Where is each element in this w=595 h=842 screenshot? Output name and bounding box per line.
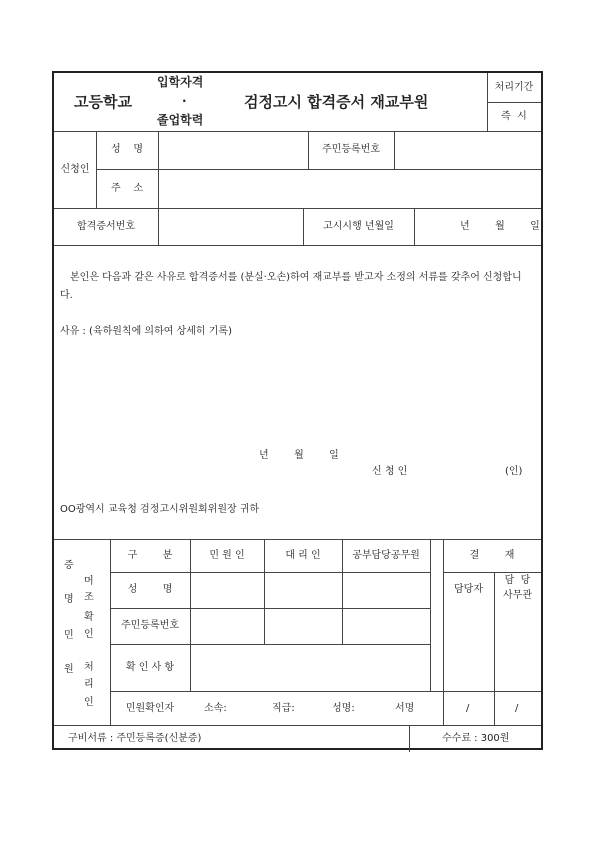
divider bbox=[430, 539, 431, 691]
agent-header: 대 리 인 bbox=[285, 550, 321, 561]
applicant-section-label: 신청인 bbox=[60, 164, 90, 175]
row-check-label: 확 인 사 항 bbox=[125, 662, 175, 673]
divider bbox=[54, 131, 541, 132]
exam-date-label: 고시시행 년월일 bbox=[323, 221, 394, 232]
divider bbox=[409, 725, 410, 752]
processing-period-value: 즉 시 bbox=[501, 111, 527, 122]
application-form bbox=[52, 71, 543, 750]
form-title-left: 고등학교 bbox=[74, 93, 132, 111]
addressee: OO광역시 교육청 검정고시위원회위원장 귀하 bbox=[60, 504, 260, 515]
fee: 수수료 : 300원 bbox=[442, 733, 510, 744]
affiliation-label: 소속: bbox=[204, 703, 227, 714]
divider bbox=[110, 644, 430, 645]
divider bbox=[96, 169, 541, 170]
official-header: 공부담당공무원 bbox=[352, 550, 420, 561]
divider bbox=[443, 572, 541, 573]
form-title-right: 검정고시 합격증서 재교부원 bbox=[244, 93, 429, 111]
address-label: 주 소 bbox=[110, 183, 144, 194]
certificate-number-label: 합격증서번호 bbox=[77, 221, 135, 232]
side-label-2: 명 bbox=[64, 594, 74, 605]
form-title-dot: · bbox=[182, 94, 187, 108]
row-name-label: 성 명 bbox=[127, 584, 173, 595]
side-label-1: 증 bbox=[64, 560, 74, 571]
exam-date-field[interactable]: 년 월 일 bbox=[460, 221, 540, 232]
side-label-10: 리 bbox=[84, 679, 94, 690]
approval-header: 결 재 bbox=[469, 550, 515, 561]
approval-manager-label-1: 담 당 bbox=[504, 575, 531, 586]
row-checker-label: 민원확인자 bbox=[125, 703, 175, 714]
processing-period-label: 처리기간 bbox=[494, 82, 534, 93]
petitioner-header: 민 원 인 bbox=[209, 550, 245, 561]
name-label: 성 명 bbox=[110, 144, 144, 155]
signature-label: 서명 bbox=[395, 703, 415, 714]
divider bbox=[110, 691, 541, 692]
side-label-6: 조 bbox=[84, 592, 94, 603]
divider bbox=[443, 539, 444, 725]
side-label-3: 민 bbox=[64, 630, 74, 641]
divider bbox=[96, 131, 97, 208]
side-label-5: 머 bbox=[84, 576, 94, 587]
divider bbox=[414, 208, 415, 245]
required-documents: 구비서류 : 주민등록증(신분증) bbox=[68, 733, 202, 744]
category-header: 구 분 bbox=[127, 550, 173, 561]
divider bbox=[110, 539, 111, 725]
divider bbox=[394, 131, 395, 169]
row-id-label: 주민등록번호 bbox=[121, 620, 179, 631]
statement-body: 본인은 다음과 같은 사유로 합격증서를 (분실·오손)하여 재교부를 받고자 소정의 서류를 갖추어 신청합니다. bbox=[60, 272, 522, 301]
side-label-4: 원 bbox=[64, 664, 74, 675]
approval-slash-1: / bbox=[466, 703, 470, 714]
divider bbox=[110, 572, 430, 573]
approval-manager-label-2: 사무관 bbox=[503, 590, 532, 601]
divider bbox=[110, 608, 430, 609]
form-title-top: 입학자격 bbox=[157, 75, 204, 89]
side-label-11: 인 bbox=[84, 697, 94, 708]
divider bbox=[54, 725, 541, 726]
side-label-8: 인 bbox=[84, 629, 94, 640]
reason-label: 사유 : (육하원칙에 의하여 상세히 기록) bbox=[60, 326, 232, 337]
resident-number-label: 주민등록번호 bbox=[322, 144, 380, 155]
divider bbox=[158, 131, 159, 208]
form-title-bottom: 졸업학력 bbox=[157, 113, 204, 127]
divider bbox=[54, 245, 541, 246]
checker-name-label: 성명: bbox=[332, 703, 355, 714]
applicant-sign-label: 신 청 인 bbox=[372, 466, 408, 477]
position-label: 직급: bbox=[272, 703, 295, 714]
approval-slash-2: / bbox=[515, 703, 519, 714]
approval-staff-label: 담당자 bbox=[454, 584, 483, 595]
divider bbox=[54, 208, 541, 209]
side-label-9: 처 bbox=[84, 662, 94, 673]
seal-mark: (인) bbox=[505, 466, 523, 477]
divider bbox=[54, 539, 541, 540]
divider bbox=[158, 208, 159, 245]
application-date: 년 월 일 bbox=[259, 450, 339, 461]
divider bbox=[487, 102, 541, 103]
side-label-7: 확 bbox=[84, 612, 94, 623]
